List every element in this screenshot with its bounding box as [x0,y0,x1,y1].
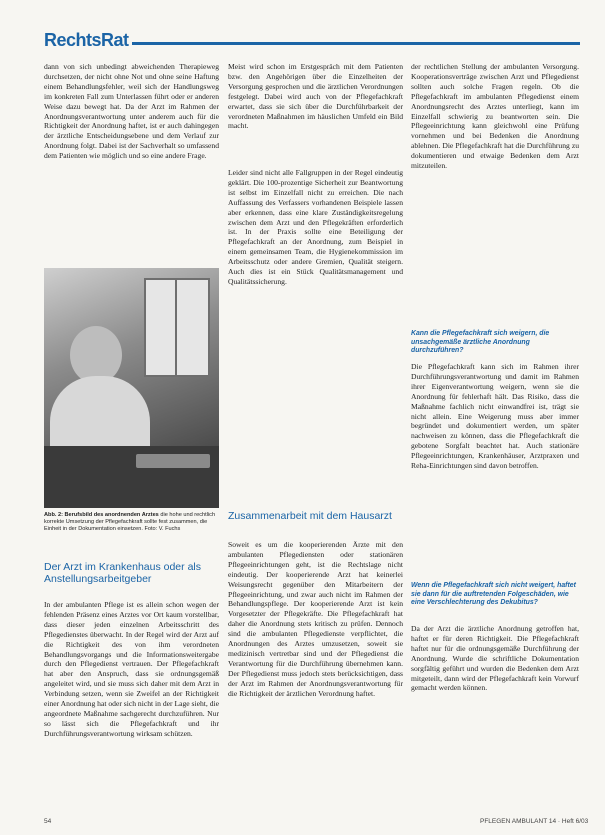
photo-keyboard [136,454,210,468]
section-title: RechtsRat [44,30,129,50]
section-header [44,30,580,52]
column-2 [228,62,403,131]
caption-lead: Abb. 2: Berufsbild des anordnenden Arztes [44,512,159,518]
question-weigern: Kann die Pflegefachkraft sich weigern, die unsachgemäße ärztliche Anordnung durchzuführen? [411,330,550,355]
column-3-text-1: der rechtlichen Stellung der ambulanten Versorgung. Kooperationsverträge zwischen Arzt und Pflegedienst sollten auch solche Fragen regeln. Ob die Pflegefachkraft im ambulanten Pflegedienst einem Anordnungsrecht des Arztes unterliegt, kann im Einzelfall schwierig zu beantworten sein. Die Pflegeeinrichtung kann gleichwohl eine Prüfung vornehmen und bei Bedenken die Anordnung ablehnen. Die Pflegefachkraft hat die Durchführung zu dokumentieren und etwaige Bedenken dem Arzt mitzuteilen. [411,62,579,171]
column-1-lower [44,600,219,739]
column-2-middle [228,168,403,287]
page-number: 54 [44,818,52,825]
column-2-text-3: Soweit es um die kooperierenden Ärzte mit den ambulanten Pflegediensten oder stationären Pflegeeinrichtungen geht, ist die Rechtslage nicht eindeutig. Der kooperierende Arzt hat keinerlei Weisungsrecht gegenüber den Mitarbeitern der Pflegeeinrichtung, und zwar auch nicht im Rahmen der Behandlungspflege. Der kooperierende Arzt ist kein Vorgesetzter der Pflegekräfte. Die Pflegefachkraft hat daher die Anordnung stets kritisch zu prüfen. Dennoch sind die ambulanten Pflegedienste verpflichtet, die Anordnungen des Arztes umzusetzen, soweit sie medizinisch vertretbar sind und der Pflegedienst die Verantwortung für die Durchführung übernehmen kann. Der Pflegedienst muss jedoch stets berücksichtigen, dass der Arzt im Rahmen der Anordnungsverantwortung für die Richtigkeit der ärztlichen Verordnung haftet. [228,540,403,698]
caption-credit: Foto: V. Fuchs [144,526,181,532]
column-2-text-2: Leider sind nicht alle Fallgruppen in der Regel eindeutig geklärt. Die 100-prozentige Sicherheit zur Beantwortung ist selbst im Einzelfall nicht zu erreichen. Die nach Auffassung des Verfassers vorhandenen Beispiele lassen aber erkennen, dass eine klare Zuständigkeitsregelung zwischen dem Arzt und den Pflegekräften erforderlich ist. In der Praxis sollte eine Beteiligung der Pflegefachkraft an der Anordnung, zum Beispiel in einem gemeinsamen Team, die Hygienekommission im Arbeitsschutz oder andere Gremien, Qualität steigern. Auch dies ist ein Stück Qualitätsmanagement und Qualitätssicherung. [228,168,403,286]
column-1-lower-text: In der ambulanten Pflege ist es allein schon wegen der fehlenden Präsenz eines Arztes vor Ort kaum vorstellbar, dass dieser jeden einzelnen Arbeitsschritt des Pflegedienstes überwacht. In der Regel wird der Arzt auf die Richtigkeit des von ihm verordneten Behandlungsvorgangs und die Informationsweitergabe durch den Pflegedienst vertrauen. Der Pflegefachkraft hat aber den Anspruch, dass sie ordnungsgemäß angeleitet wird, und sie muss sich daher mit dem Arzt in Verbindung setzen, wenn sie Zweifel an der Richtigkeit einer Anordnung hat oder sich nicht in der Lage sieht, die angeordnete Maßnahme sachgerecht durchzuführen. Nur so lässt sich die Pflegefachkraft und ihr Durchführungsverantwortung wirksam schützen. [44,600,219,738]
column-3-text-3: Da der Arzt die ärztliche Anordnung getroffen hat, haftet er für deren Richtigkeit. Die Pflegefachkraft haftet nur für die ordnungsgemäße Durchführung der Anordnung. Wurde die schriftliche Dokumentation sorgfältig geführt und wurden die Bedenken dem Arzt mitgeteilt, dann wird der Pflegefachkraft kein Vorwurf gemacht werden können. [411,624,579,693]
heading-zusammenarbeit: Zusammenarbeit mit dem Hausarzt [228,510,392,522]
column-2-lower [228,540,403,699]
question-haftung: Wenn die Pflegefachkraft sich nicht weigert, haftet sie dann für die auftretenden Folgeschäden, wie eine Verschlechterung des Dekubitus? [411,582,576,607]
column-2-text-1: Meist wird schon im Erstgespräch mit dem Patienten bzw. den Angehörigen über die Einzelheiten der Versorgung gesprochen und die ärztlichen Verordnungen festgelegt. Dabei wird auch von der Pflegefachkraft erwartet, dass sie sich über die Durchführbarkeit der verordneten Maßnahmen im häuslichen Umfeld ein Bild macht. [228,62,403,131]
caption-text: die hohe und rechtlich korrekte Umsetzung der Pflegefachkraft sollte fest zusammen, die Einheit in der Dokumentation einsetzen. [44,512,216,532]
column-3-text-2: Die Pflegefachkraft kann sich im Rahmen ihrer Durchführungsverantwortung und damit im Rahmen ihrer Eigenverantwortung weigern, wenn sie die Anordnung für fehlerhaft hält. Das Risiko, dass die Maßnahme fachlich nicht einwandfrei ist, trägt sie nicht allein. Eine Weigerung muss aber immer begründet und dokumentiert werden, um später nachweisen zu können, dass die Pflegefachkraft die gebotene Sorgfalt beachtet hat. Auch stationäre Pflegeeinrichtungen, Krankenhäuser, Arztpraxen und Reha-Einrichtungen sind davon betroffen. [411,362,579,471]
photo-caption [44,512,219,533]
column-1-text: dann von sich unbedingt abweichenden Therapieweg durchsetzen, der nicht ohne Not und ohne seine Haftung einem Behandlungsfehler, weil sich der Handlungsweg im konkreten Fall zum Unterlassen führt oder er anderen Weise dazu bewegt hat. Da der Arzt im Rahmen der Anordnungsverantwortung unter anderem auch für die Richtigkeit der Anordnung haftet, ist er auch dahingegen der ärztliche Entscheidungsebene und dem Verlauf zur Anordnung folgt. Dabei ist der Sachverhalt so umfassend dem Patienten wie möglich und so eine andere Frage. [44,62,219,161]
photo-window [144,278,210,377]
column-3-lower [411,624,579,693]
header-rule [132,42,580,45]
heading-arzt-im-krankenhaus: Der Arzt im Krankenhaus oder als Anstellungsarbeitgeber [44,561,201,585]
column-1 [44,62,219,161]
journal-footer: PFLEGEN AMBULANT 14 · Heft 6/03 [480,818,589,825]
column-3-middle [411,362,579,471]
article-photo [44,268,219,508]
column-3 [411,62,579,171]
